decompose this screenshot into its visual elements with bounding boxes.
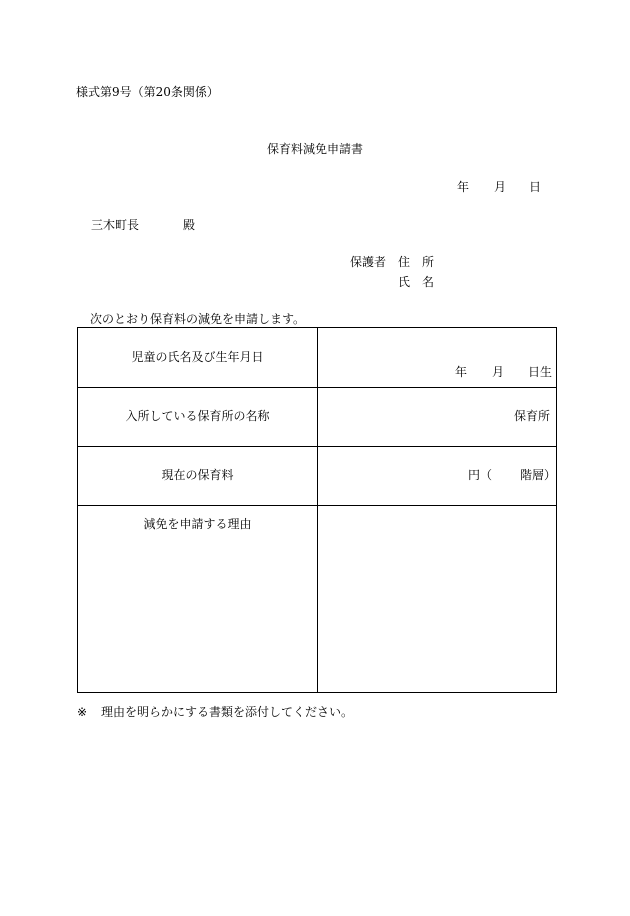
note-text: 理由を明らかにする書類を添付してください。 xyxy=(101,705,354,719)
fee-tier-label: 階層） xyxy=(520,468,557,482)
date-year-label: 年 xyxy=(457,180,470,194)
reason-label: 減免を申請する理由 xyxy=(143,517,252,531)
birth-year-label: 年 xyxy=(455,365,468,379)
current-fee-label: 現在の保育料 xyxy=(161,468,234,482)
addressee-name: 三木町長 xyxy=(91,218,140,232)
document-title: 保育料減免申請書 xyxy=(266,142,363,156)
row-divider xyxy=(78,505,556,506)
column-divider xyxy=(317,328,318,692)
nursery-suffix: 保育所 xyxy=(514,409,551,423)
nursery-name-label: 入所している保育所の名称 xyxy=(125,409,270,423)
birth-month-label: 月 xyxy=(492,365,505,379)
addressee-honorific: 殿 xyxy=(183,218,196,232)
date-month-label: 月 xyxy=(494,180,507,194)
note-mark: ※ xyxy=(77,705,88,719)
address-label: 住 所 xyxy=(398,255,435,269)
row-divider xyxy=(78,387,556,388)
fee-yen-label: 円（ xyxy=(468,468,493,482)
birth-day-label: 日生 xyxy=(528,365,553,379)
row-divider xyxy=(78,446,556,447)
application-table xyxy=(77,327,557,693)
intro-text: 次のとおり保育料の減免を申請します。 xyxy=(90,312,306,326)
form-number: 様式第9号（第20条関係） xyxy=(76,85,219,99)
date-day-label: 日 xyxy=(529,180,542,194)
child-name-birthdate-label: 児童の氏名及び生年月日 xyxy=(131,350,264,364)
name-label: 氏 名 xyxy=(398,275,435,289)
guardian-label: 保護者 xyxy=(350,255,387,269)
